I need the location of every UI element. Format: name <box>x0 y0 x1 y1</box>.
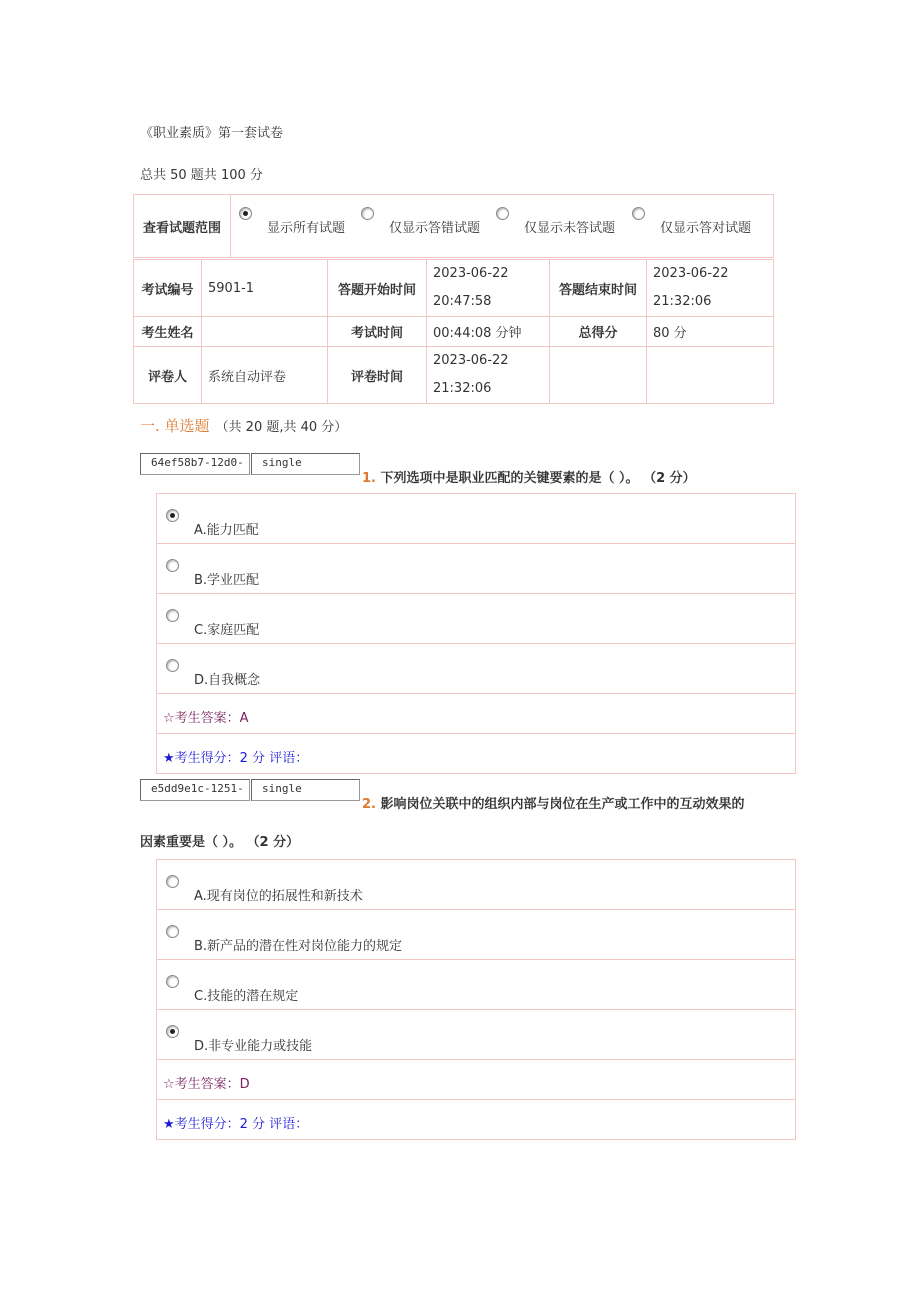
grader-value: 系统自动评卷 <box>202 347 328 404</box>
scope-option-correct[interactable] <box>632 207 645 222</box>
option-row[interactable] <box>157 594 795 644</box>
radio-icon[interactable] <box>496 207 509 220</box>
radio-icon[interactable] <box>632 207 645 220</box>
scope-option-unanswered-label: 仅显示未答试题 <box>524 221 616 236</box>
option-row[interactable] <box>157 860 795 910</box>
duration-label: 考试时间 <box>328 317 427 347</box>
student-answer-row <box>157 1060 795 1100</box>
end-time-label: 答题结束时间 <box>550 260 647 317</box>
grade-date: 2023-06-22 <box>433 353 509 368</box>
exam-summary: 总共 50 题共 100 分 <box>140 168 263 183</box>
question-number: 2. <box>362 797 376 812</box>
radio-icon[interactable] <box>166 975 179 988</box>
question-id-field[interactable]: 64ef58b7-12d0- <box>140 453 250 475</box>
question-id-field[interactable]: e5dd9e1c-1251- <box>140 779 250 801</box>
question-1-text <box>362 467 696 486</box>
option-label: A.现有岗位的拓展性和新技术 <box>194 889 363 904</box>
radio-selected-icon[interactable] <box>239 207 252 220</box>
student-score-row <box>157 1100 795 1139</box>
radio-icon[interactable] <box>361 207 374 220</box>
total-label: 总得分 <box>550 317 647 347</box>
scope-option-unanswered[interactable] <box>496 207 509 222</box>
start-time-label: 答题开始时间 <box>328 260 427 317</box>
exam-no-value: 5901-1 <box>202 260 328 317</box>
name-label: 考生姓名 <box>134 317 202 347</box>
student-answer: ☆考生答案：A <box>163 711 249 726</box>
option-label: D.自我概念 <box>194 673 261 688</box>
option-label: D.非专业能力或技能 <box>194 1039 313 1054</box>
radio-icon[interactable] <box>166 559 179 572</box>
scope-options <box>231 195 774 258</box>
option-row[interactable] <box>157 644 795 694</box>
question-stem: 影响岗位关联中的组织内部与岗位在生产或工作中的互动效果的 <box>380 797 745 812</box>
scope-table <box>133 194 774 258</box>
radio-icon[interactable] <box>166 875 179 888</box>
duration-value: 00:44:08 分钟 <box>427 317 550 347</box>
grader-label: 评卷人 <box>134 347 202 404</box>
scope-label: 查看试题范围 <box>134 195 231 258</box>
option-label: A.能力匹配 <box>194 523 259 538</box>
option-row[interactable] <box>157 960 795 1010</box>
end-time-value <box>647 260 774 317</box>
question-2-text-continued: 因素重要是（ ）。 （2 分） <box>140 835 300 850</box>
option-row[interactable] <box>157 494 795 544</box>
option-row[interactable] <box>157 544 795 594</box>
start-time-value <box>427 260 550 317</box>
radio-icon[interactable] <box>166 659 179 672</box>
end-date: 2023-06-22 <box>653 266 729 281</box>
name-value <box>202 317 328 347</box>
radio-selected-icon[interactable] <box>166 509 179 522</box>
grade-clock: 21:32:06 <box>433 381 492 396</box>
scope-option-all-label: 显示所有试题 <box>267 221 346 236</box>
grade-time-value <box>427 347 550 404</box>
option-row[interactable] <box>157 1010 795 1060</box>
question-type-field[interactable]: single <box>251 779 360 801</box>
scope-option-wrong-label: 仅显示答错试题 <box>389 221 481 236</box>
exam-no-label: 考试编号 <box>134 260 202 317</box>
question-1-options <box>156 493 796 774</box>
page-title: 《职业素质》第一套试卷 <box>140 126 284 141</box>
option-label: B.学业匹配 <box>194 573 260 588</box>
scope-option-wrong[interactable] <box>361 207 374 222</box>
start-date: 2023-06-22 <box>433 266 509 281</box>
grade-time-label: 评卷时间 <box>328 347 427 404</box>
option-row[interactable] <box>157 910 795 960</box>
scope-option-all[interactable] <box>239 207 252 222</box>
radio-icon[interactable] <box>166 609 179 622</box>
question-stem: 下列选项中是职业匹配的关键要素的是（ ）。 （2 分） <box>380 471 696 486</box>
section-heading <box>140 415 347 436</box>
option-label: C.家庭匹配 <box>194 623 260 638</box>
question-2-text <box>362 793 745 812</box>
empty-cell <box>550 347 647 404</box>
empty-cell <box>647 347 774 404</box>
student-score-row <box>157 734 795 773</box>
exam-info-table <box>133 259 774 404</box>
question-2-options <box>156 859 796 1140</box>
radio-selected-icon[interactable] <box>166 1025 179 1038</box>
section-title: 一. 单选题 <box>140 417 210 435</box>
end-clock: 21:32:06 <box>653 294 712 309</box>
student-answer: ☆考生答案：D <box>163 1077 250 1092</box>
option-label: B.新产品的潜在性对岗位能力的规定 <box>194 939 403 954</box>
question-number: 1. <box>362 471 376 486</box>
total-value: 80 分 <box>647 317 774 347</box>
question-type-field[interactable]: single <box>251 453 360 475</box>
section-subtitle: （共 20 题,共 40 分） <box>215 420 348 435</box>
scope-option-correct-label: 仅显示答对试题 <box>660 221 752 236</box>
start-clock: 20:47:58 <box>433 294 492 309</box>
student-score: ★考生得分：2 分 评语： <box>163 1117 309 1132</box>
student-score: ★考生得分：2 分 评语： <box>163 751 309 766</box>
student-answer-row <box>157 694 795 734</box>
option-label: C.技能的潜在规定 <box>194 989 299 1004</box>
radio-icon[interactable] <box>166 925 179 938</box>
